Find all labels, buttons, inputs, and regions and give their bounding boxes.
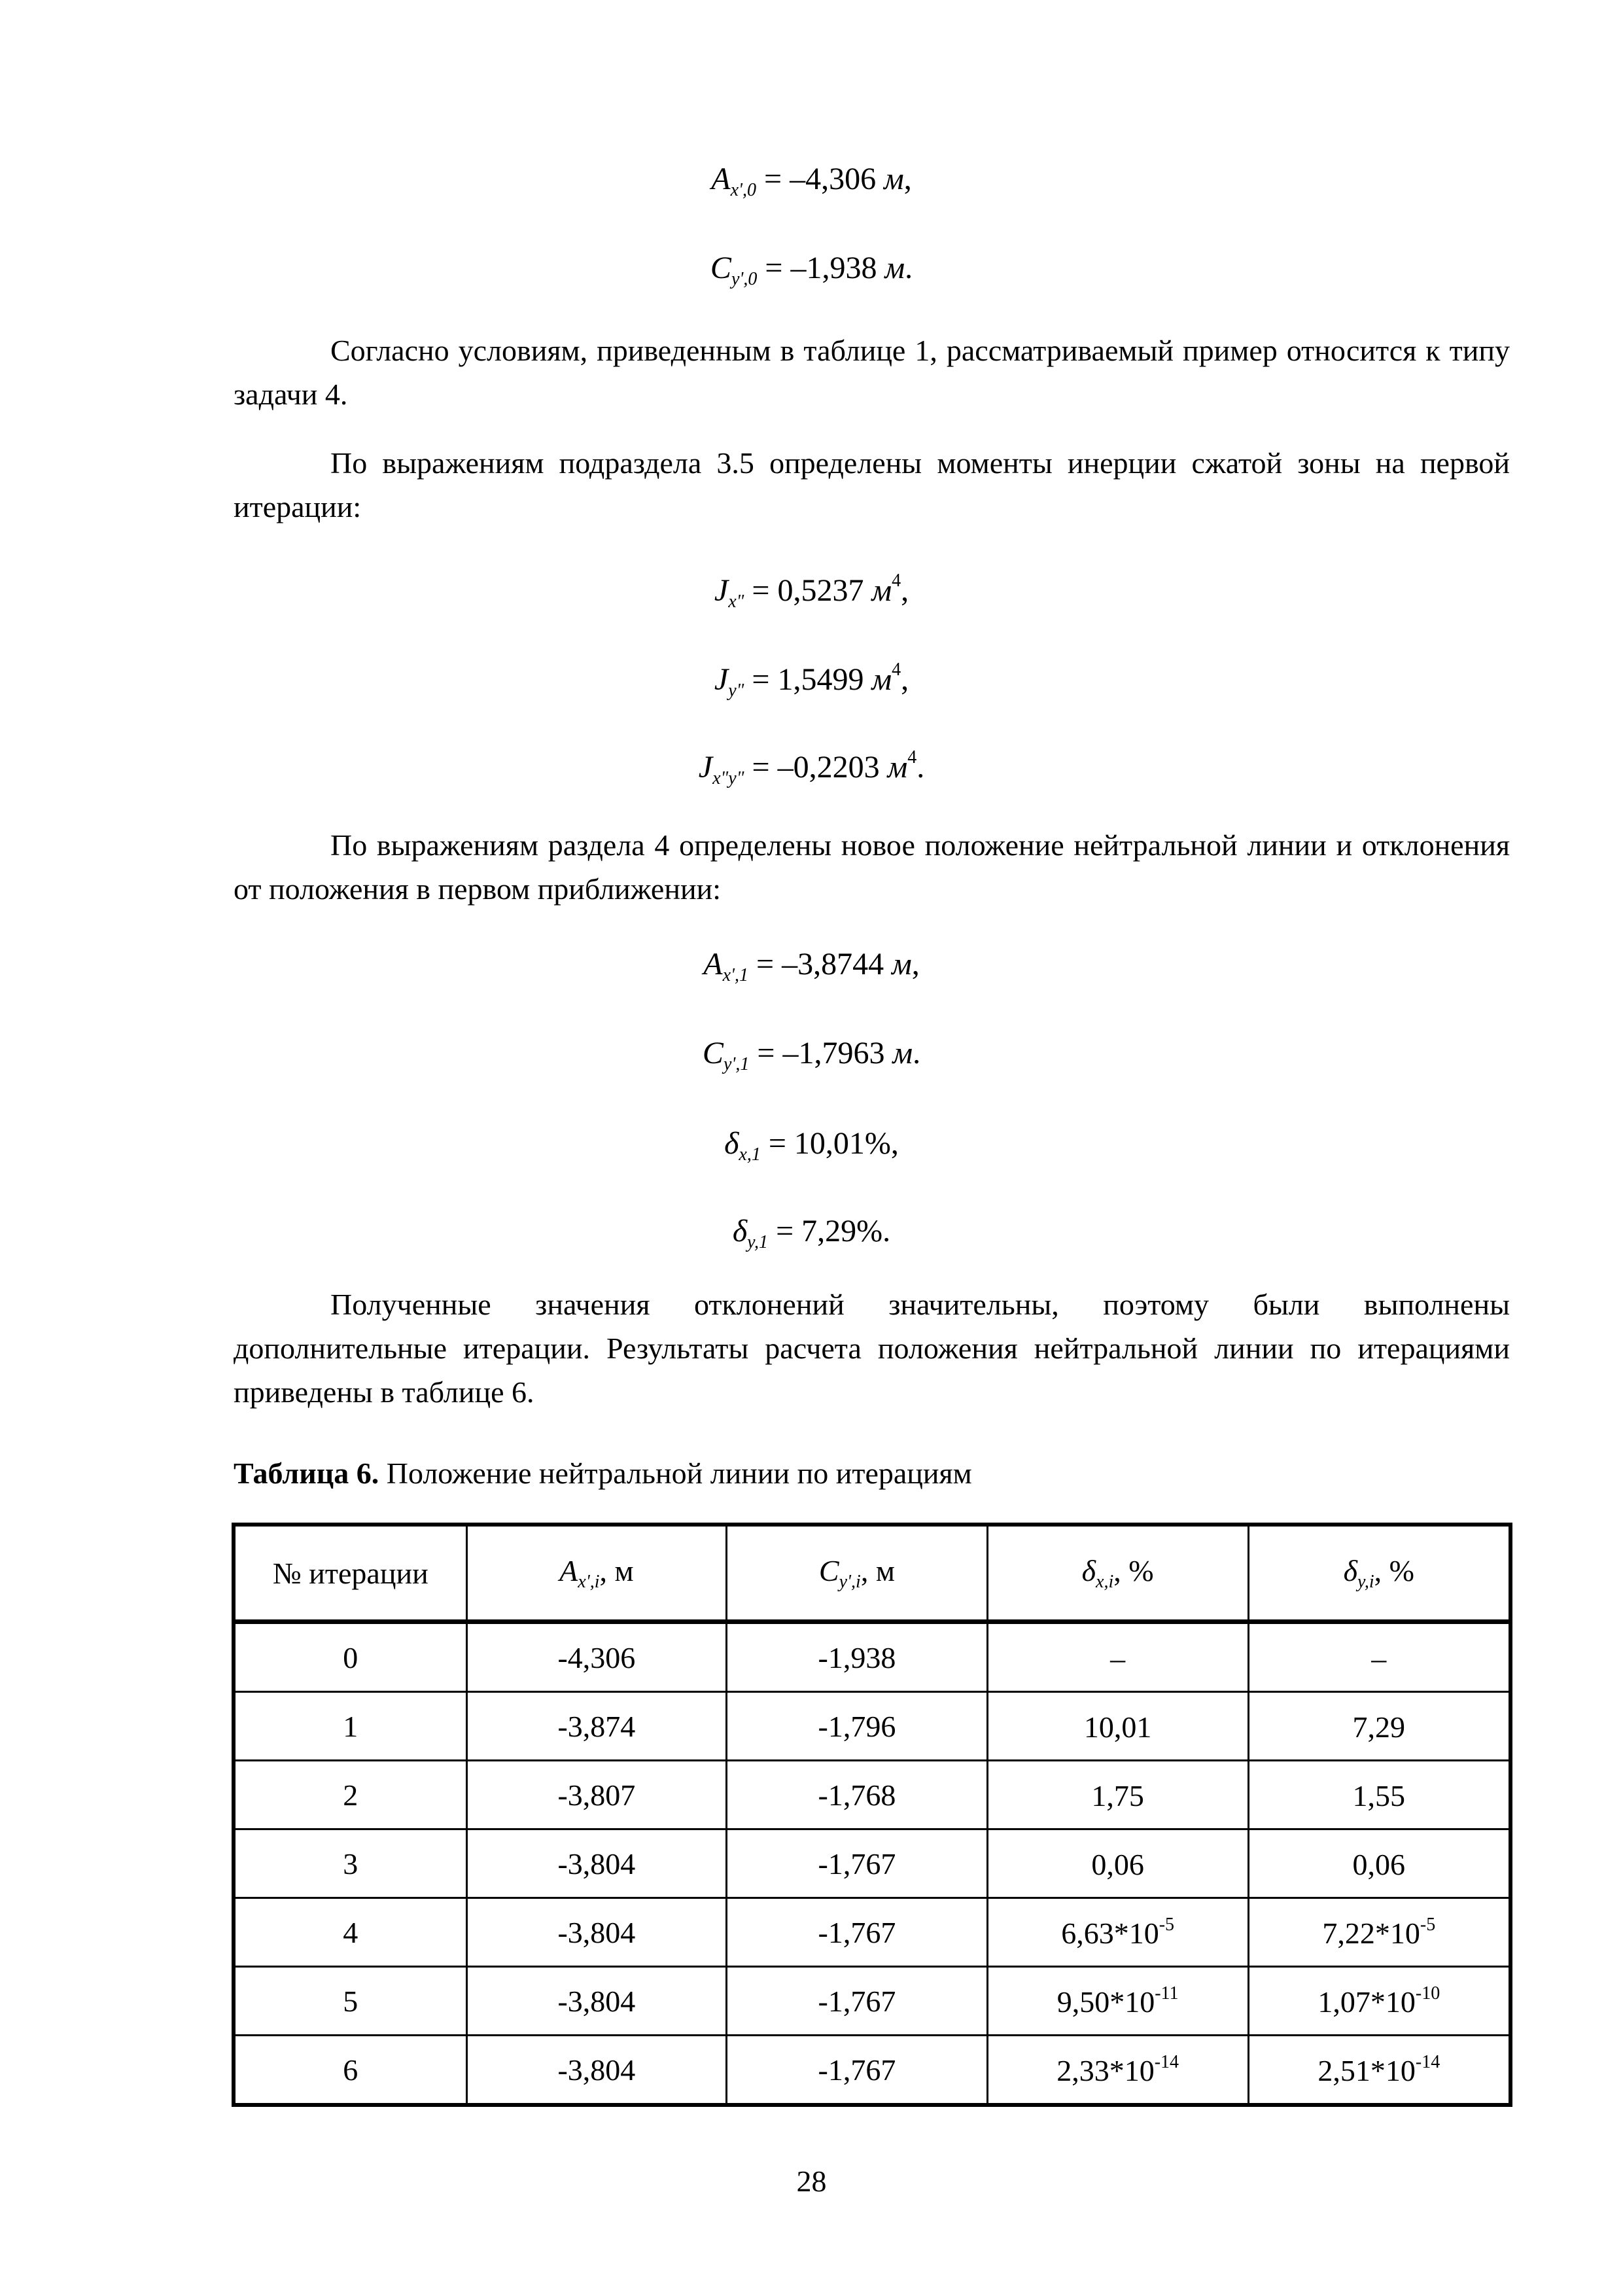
cell-delta-x: 0,06	[987, 1829, 1248, 1898]
cell-delta-y: 7,29	[1248, 1692, 1510, 1761]
table-caption-label: Таблица 6.	[234, 1457, 379, 1490]
cell-delta-x: $9,50*10^{-11}$	[987, 1967, 1248, 2036]
cell-a: -3,804	[466, 2036, 727, 2106]
cell-c: -1,767	[727, 1829, 988, 1898]
cell-c: -1,767	[727, 1898, 988, 1967]
paragraph-additional-iterations: Полученные значения отклонений значительны, поэтому были выполнены дополнительные итерации. Результаты расчета положения нейтральной линии по итерациями приведены в таблице 6.	[234, 1288, 1510, 1409]
paragraph-task-type: Согласно условиям, приведенным в таблице 1, рассматриваемый пример относится к типу задачи 4.	[234, 334, 1510, 411]
table-row	[234, 1761, 1510, 1829]
cell-delta-y: $7,22*10^{-5}$	[1248, 1898, 1510, 1967]
cell-delta-y: 1,55	[1248, 1761, 1510, 1829]
cell-iteration: 3	[234, 1829, 466, 1898]
cell-a: -3,804	[466, 1829, 727, 1898]
formula-deltax1: $\delta_{x,1} = 10,01\%$,	[724, 1126, 899, 1165]
table-row	[234, 1829, 1510, 1898]
table-row	[234, 1967, 1510, 2036]
cell-iteration: 5	[234, 1967, 466, 2036]
cell-a: -3,807	[466, 1761, 727, 1829]
cell-c: -1,767	[727, 1967, 988, 2036]
cell-iteration: 6	[234, 2036, 466, 2106]
cell-iteration: 1	[234, 1692, 466, 1761]
iterations-table	[232, 1523, 1512, 2107]
cell-delta-x: 1,75	[987, 1761, 1248, 1829]
formula-jx: $J_{x"} = 0,5237$ $м^4$,	[714, 571, 909, 612]
cell-c: -1,768	[727, 1761, 988, 1829]
header-c: $C_{y',i}$, м	[727, 1525, 988, 1622]
cell-a: -4,306	[466, 1622, 727, 1692]
cell-a: -3,804	[466, 1967, 727, 2036]
cell-delta-x: –	[987, 1622, 1248, 1692]
cell-iteration: 4	[234, 1898, 466, 1967]
formula-jxy: $J_{x"y"} = -0,2203$ $м^4$.	[698, 747, 925, 788]
paragraph-inertia-moments: По выражениям подраздела 3.5 определены моменты инерции сжатой зоны на первой итерации:	[234, 446, 1510, 523]
cell-c: -1,796	[727, 1692, 988, 1761]
cell-delta-x: $6,63*10^{-5}$	[987, 1898, 1248, 1967]
table-row	[234, 1898, 1510, 1967]
paragraph-neutral-line: По выражениям раздела 4 определены новое положение нейтральной линии и отклонения от положения в первом приближении:	[234, 828, 1510, 906]
formula-cy0: $C_{y',0} = -1,938$ м.	[710, 251, 913, 289]
formula-ax1: $A_{x',1} = -3,8744$ м,	[703, 947, 920, 985]
header-delta-x: $\delta_{x,i}$, %	[987, 1525, 1248, 1622]
table-row	[234, 1692, 1510, 1761]
cell-delta-y: $2,51*10^{-14}$	[1248, 2036, 1510, 2106]
table-caption	[234, 1454, 972, 1493]
page-number: 28	[796, 2164, 827, 2198]
formula-deltay1: $\delta_{y,1} = 7,29\%$.	[732, 1214, 891, 1252]
formula-cy1: $C_{y',1} = -1,7963$ м.	[702, 1036, 921, 1074]
table-row	[234, 2036, 1510, 2106]
cell-c: -1,938	[727, 1622, 988, 1692]
cell-a: -3,874	[466, 1692, 727, 1761]
cell-delta-y: $1,07*10^{-10}$	[1248, 1967, 1510, 2036]
header-a: $A_{x',i}$, м	[466, 1525, 727, 1622]
formula-jy: $J_{y"} = 1,5499$ $м^4$,	[714, 660, 909, 701]
cell-iteration: 2	[234, 1761, 466, 1829]
cell-delta-x: 10,01	[987, 1692, 1248, 1761]
cell-delta-y: –	[1248, 1622, 1510, 1692]
header-iteration: № итерации	[234, 1525, 466, 1622]
table-row	[234, 1622, 1510, 1692]
table-header-row	[234, 1525, 1510, 1622]
cell-delta-y: 0,06	[1248, 1829, 1510, 1898]
cell-iteration: 0	[234, 1622, 466, 1692]
header-delta-y: $\delta_{y,i}$, %	[1248, 1525, 1510, 1622]
cell-c: -1,767	[727, 2036, 988, 2106]
table-caption-text: Положение нейтральной линии по итерациям	[379, 1457, 972, 1490]
formula-ax0: $A_{x',0} = -4,306$ м,	[711, 162, 912, 200]
cell-a: -3,804	[466, 1898, 727, 1967]
cell-delta-x: $2,33*10^{-14}$	[987, 2036, 1248, 2106]
